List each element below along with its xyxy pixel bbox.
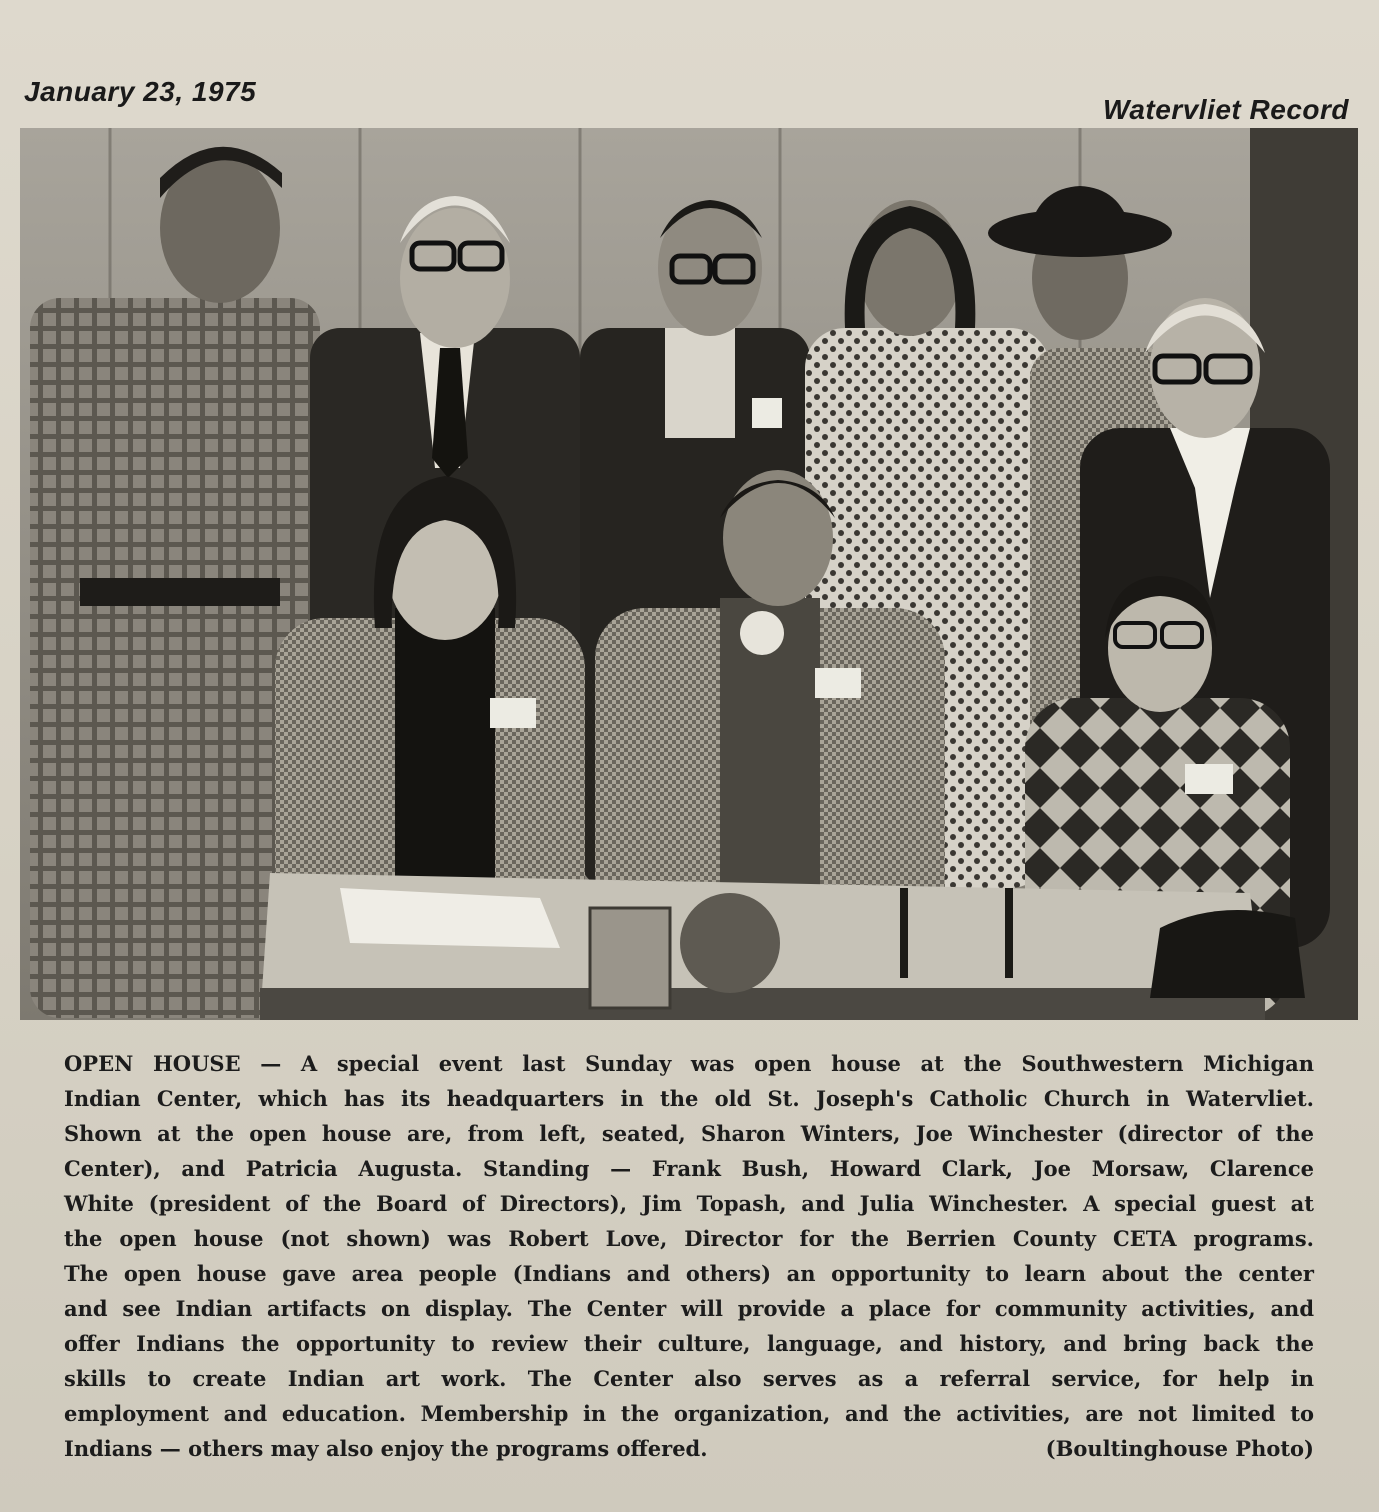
newspaper-name: Watervliet Record <box>1102 94 1349 125</box>
caption-line: employment and education. Membership in the organization, and the activities, are not limited to <box>64 1401 1314 1426</box>
caption-line: Shown at the open house are, from left, seated, Sharon Winters, Joe Winchester (director of the <box>64 1121 1314 1146</box>
caption-line: Center), and Patricia Augusta. Standing — Frank Bush, Howard Clark, Joe Morsaw, Clarence <box>64 1156 1314 1181</box>
caption-line: OPEN HOUSE — A special event last Sunday was open house at the Southwestern Michigan <box>64 1051 1314 1076</box>
photo-caption <box>64 1046 1314 1466</box>
photo-credit: (Boultinghouse Photo) <box>1045 1436 1314 1461</box>
desk <box>260 873 1305 1020</box>
group-photo <box>20 128 1358 1020</box>
caption-line: and see Indian artifacts on display. The Center will provide a place for community activities, and <box>64 1296 1314 1321</box>
caption-line: The open house gave area people (Indians and others) an opportunity to learn about the center <box>64 1261 1314 1286</box>
caption-line: the open house (not shown) was Robert Love, Director for the Berrien County CETA programs. <box>64 1226 1314 1251</box>
publication-date: January 23, 1975 <box>24 76 257 107</box>
group-photo-illustration <box>20 128 1358 1020</box>
caption-line: skills to create Indian art work. The Center also serves as a referral service, for help in <box>64 1366 1314 1391</box>
caption-line: Indian Center, which has its headquarters in the old St. Joseph's Catholic Church in Watervliet. <box>64 1086 1314 1111</box>
caption-line: White (president of the Board of Directors), Jim Topash, and Julia Winchester. A special guest at <box>64 1191 1314 1216</box>
caption-line: Indians — others may also enjoy the programs offered. <box>64 1436 708 1461</box>
caption-last-line <box>64 1431 1314 1466</box>
caption-line: offer Indians the opportunity to review their culture, language, and history, and bring back the <box>64 1331 1314 1356</box>
